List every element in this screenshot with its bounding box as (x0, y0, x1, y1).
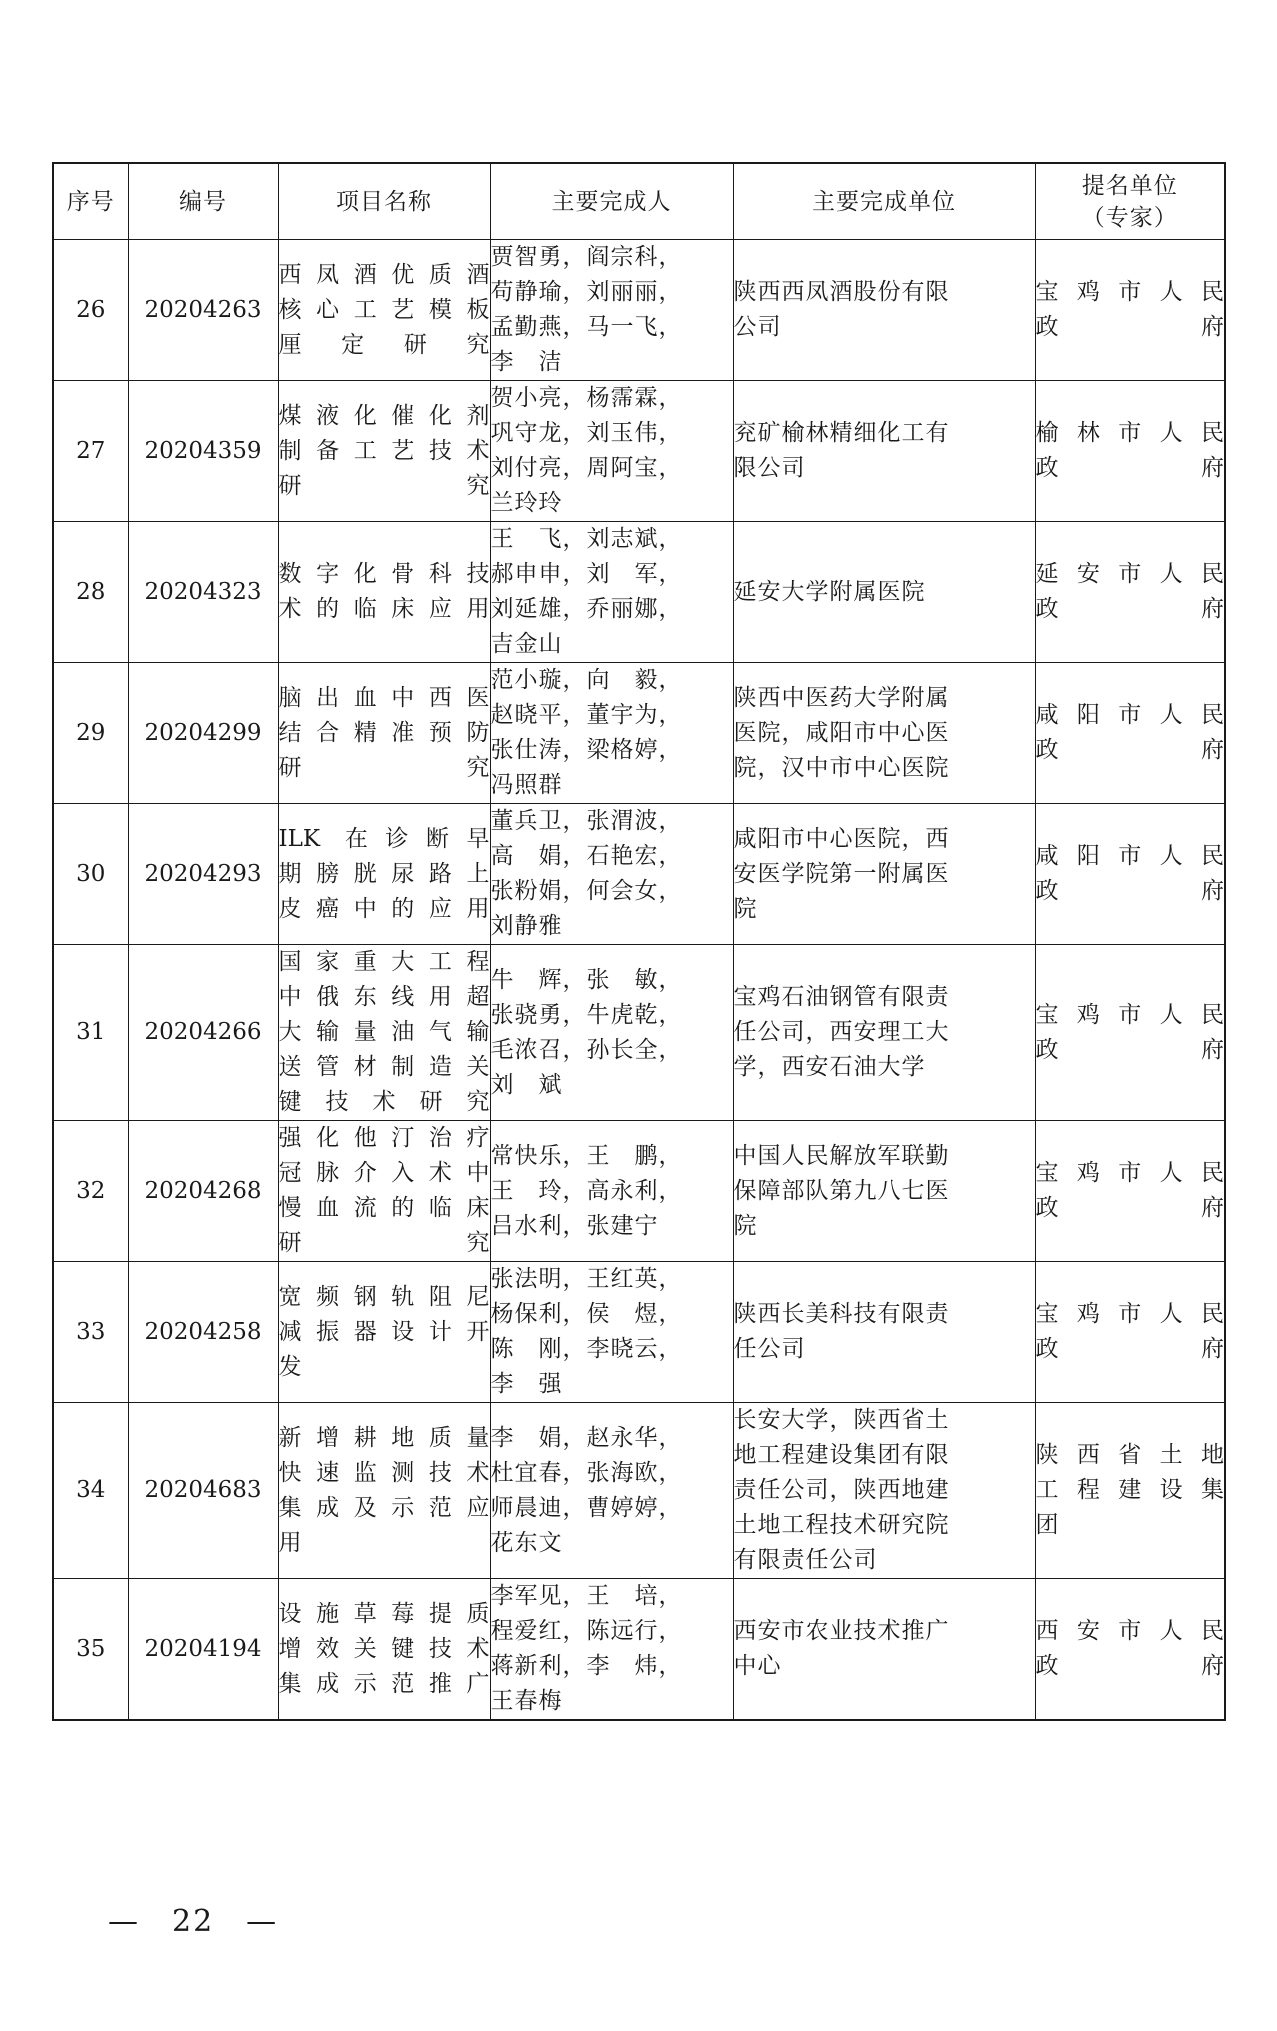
table-row (53, 381, 1225, 522)
main-persons-line: 李军见，王 培， (490, 1583, 683, 1609)
main-persons-line: 赵晓平，董宇为， (490, 702, 683, 728)
cell-main-persons (490, 522, 733, 663)
cell-main-unit (733, 1121, 1035, 1262)
main-unit-line: 安医学院第一附属医 (733, 860, 950, 887)
cell-main-persons (490, 381, 733, 522)
main-persons-line: 吉金山 (490, 631, 563, 657)
page-number: — 22 — (108, 1904, 279, 1939)
nominator-line: 宝鸡市人民 (1035, 279, 1224, 305)
cell-project-name (278, 522, 490, 663)
cell-code: 20204263 (128, 240, 278, 381)
cell-project-name (278, 381, 490, 522)
project-name-line: 研究 (278, 754, 490, 781)
table-row (53, 1262, 1225, 1403)
cell-code: 20204299 (128, 663, 278, 804)
main-unit-line: 院 (733, 895, 758, 922)
project-name-line: 键技术研究 (278, 1089, 490, 1115)
project-name-line: 发 (278, 1353, 302, 1380)
main-unit-line: 陕西长美科技有限责 (733, 1301, 950, 1327)
project-name-line: 期膀胱尿路上 (278, 860, 490, 887)
project-table (52, 162, 1226, 1721)
main-unit-line: 学，西安石油大学 (733, 1054, 926, 1080)
project-name-line: 西凤酒优质酒 (278, 261, 490, 288)
main-unit-line: 西安市农业技术推广 (733, 1618, 950, 1644)
cell-code: 20204359 (128, 381, 278, 522)
main-persons-line: 贾智勇，阎宗科， (490, 244, 683, 270)
main-persons-line: 张骁勇，牛虎乾， (490, 1001, 683, 1028)
cell-project-name (278, 945, 490, 1121)
nominator-line: 陕西省土地 (1035, 1442, 1224, 1468)
table-header (53, 163, 1225, 240)
cell-nominator (1035, 240, 1225, 381)
project-name-line: 术的临床应用 (278, 596, 490, 622)
project-name-line: 增效关键技术 (278, 1635, 490, 1662)
main-persons-line: 张粉娟，何会女， (490, 878, 683, 904)
main-persons-line: 花东文 (490, 1529, 563, 1556)
nominator-line: 宝鸡市人民 (1035, 1001, 1224, 1028)
cell-main-persons (490, 1121, 733, 1262)
project-name-line: 冠脉介入术中 (278, 1160, 490, 1186)
cell-code: 20204266 (128, 945, 278, 1121)
project-name-line: 皮癌中的应用 (278, 895, 490, 922)
cell-nominator (1035, 1403, 1225, 1579)
cell-project-name (278, 1579, 490, 1721)
nominator-line: 政府 (1035, 737, 1224, 763)
nominator-line: 政府 (1035, 1036, 1224, 1063)
cell-main-persons (490, 663, 733, 804)
cell-nominator (1035, 1579, 1225, 1721)
main-persons-line: 范小璇，向 毅， (490, 667, 683, 693)
main-unit-line: 院 (733, 1212, 758, 1239)
main-unit-line: 限公司 (733, 455, 806, 481)
cell-main-unit (733, 945, 1035, 1121)
main-persons-line: 刘静雅 (490, 913, 563, 939)
table-row (53, 522, 1225, 663)
project-name-line: 减振器设计开 (278, 1318, 490, 1345)
table-row (53, 240, 1225, 381)
project-name-line: 厘定研究 (278, 331, 490, 358)
cell-project-name (278, 1262, 490, 1403)
cell-main-unit (733, 1579, 1035, 1721)
project-name-line: 用 (278, 1529, 302, 1556)
cell-main-unit (733, 663, 1035, 804)
header-nominator-line1: 提名单位 (1081, 172, 1178, 199)
table-body (53, 240, 1225, 1721)
nominator-line: 宝鸡市人民 (1035, 1301, 1224, 1327)
cell-code: 20204258 (128, 1262, 278, 1403)
main-unit-line: 责任公司，陕西地建 (733, 1477, 950, 1503)
project-name-line: 送管材制造关 (278, 1054, 490, 1080)
main-unit-line: 中心 (733, 1653, 782, 1679)
main-unit-line: 延安大学附属医院 (733, 578, 926, 605)
cell-main-unit (733, 1262, 1035, 1403)
main-unit-line: 任公司 (733, 1336, 806, 1362)
main-persons-line: 陈 刚，李晓云， (490, 1336, 683, 1362)
cell-code: 20204194 (128, 1579, 278, 1721)
cell-main-persons (490, 945, 733, 1121)
main-unit-line: 院，汉中市中心医院 (733, 754, 950, 781)
project-name-line: 设施草莓提质 (278, 1600, 490, 1627)
table-row (53, 1121, 1225, 1262)
main-persons-line: 杜宜春，张海欧， (490, 1459, 683, 1486)
cell-main-unit (733, 522, 1035, 663)
cell-nominator (1035, 381, 1225, 522)
nominator-line: 政府 (1035, 1653, 1224, 1679)
main-unit-line: 任公司，西安理工大 (733, 1019, 950, 1045)
nominator-line: 咸阳市人民 (1035, 843, 1224, 869)
cell-nominator (1035, 1262, 1225, 1403)
cell-seq: 29 (53, 663, 128, 804)
cell-main-persons (490, 804, 733, 945)
cell-nominator (1035, 522, 1225, 663)
main-persons-line: 董兵卫，张渭波， (490, 808, 683, 834)
project-name-line: 新增耕地质量 (278, 1424, 490, 1451)
cell-project-name (278, 1403, 490, 1579)
main-persons-line: 李 娟，赵永华， (490, 1424, 683, 1451)
table-row (53, 804, 1225, 945)
cell-main-unit (733, 240, 1035, 381)
project-name-line: 中俄东线用超 (278, 984, 490, 1010)
main-persons-line: 张法明，王红英， (490, 1266, 683, 1292)
header-row (53, 163, 1225, 240)
nominator-line: 团 (1035, 1512, 1059, 1538)
cell-project-name (278, 240, 490, 381)
main-unit-line: 土地工程技术研究院 (733, 1512, 950, 1538)
main-persons-line: 孟勤燕，马一飞， (490, 314, 683, 340)
main-persons-line: 苟静瑜，刘丽丽， (490, 279, 683, 305)
main-persons-line: 蒋新利，李 炜， (490, 1653, 683, 1679)
header-nominator (1035, 163, 1225, 240)
main-persons-line: 高 娟，石艳宏， (490, 843, 683, 869)
main-unit-line: 地工程建设集团有限 (733, 1442, 950, 1468)
project-name-line: 脑出血中西医 (278, 684, 490, 711)
main-persons-line: 贺小亮，杨霈霖， (490, 385, 683, 411)
header-code: 编号 (128, 163, 278, 240)
main-unit-line: 有限责任公司 (733, 1547, 878, 1573)
cell-seq: 34 (53, 1403, 128, 1579)
project-name-line: 快速监测技术 (278, 1459, 490, 1486)
nominator-line: 政府 (1035, 596, 1224, 622)
cell-seq: 32 (53, 1121, 128, 1262)
header-main-unit: 主要完成单位 (733, 163, 1035, 240)
cell-nominator (1035, 804, 1225, 945)
cell-seq: 30 (53, 804, 128, 945)
cell-code: 20204268 (128, 1121, 278, 1262)
cell-nominator (1035, 663, 1225, 804)
table-row (53, 1403, 1225, 1579)
cell-nominator (1035, 945, 1225, 1121)
project-name-line: 核心工艺模板 (278, 296, 490, 323)
main-persons-line: 巩守龙，刘玉伟， (490, 420, 683, 446)
project-name-line: 研究 (278, 1230, 490, 1256)
nominator-line: 宝鸡市人民 (1035, 1160, 1224, 1186)
cell-code: 20204293 (128, 804, 278, 945)
cell-code: 20204683 (128, 1403, 278, 1579)
main-unit-line: 公司 (733, 314, 782, 340)
header-project-name: 项目名称 (278, 163, 490, 240)
main-unit-line: 陕西中医药大学附属 (733, 684, 950, 711)
project-name-line: 制备工艺技术 (278, 437, 490, 464)
main-persons-line: 王 飞，刘志斌， (490, 526, 683, 552)
cell-main-persons (490, 1403, 733, 1579)
cell-seq: 35 (53, 1579, 128, 1721)
main-persons-line: 常快乐，王 鹏， (490, 1142, 683, 1169)
main-unit-line: 长安大学，陕西省土 (733, 1407, 950, 1433)
cell-main-unit (733, 381, 1035, 522)
project-name-line: 结合精准预防 (278, 719, 490, 746)
project-name-line: ILK 在诊断早 (278, 825, 490, 852)
cell-project-name (278, 804, 490, 945)
project-name-line: 研究 (278, 472, 490, 499)
project-name-line: 强化他汀治疗 (278, 1125, 490, 1151)
main-persons-line: 王春梅 (490, 1688, 563, 1714)
main-persons-line: 刘延雄，乔丽娜， (490, 596, 683, 622)
nominator-line: 工程建设集 (1035, 1477, 1224, 1503)
cell-nominator (1035, 1121, 1225, 1262)
project-name-line: 大输量油气输 (278, 1019, 490, 1045)
cell-main-unit (733, 804, 1035, 945)
main-unit-line: 咸阳市中心医院，西 (733, 825, 950, 852)
table-row (53, 945, 1225, 1121)
project-name-line: 慢血流的临床 (278, 1195, 490, 1221)
main-persons-line: 刘付亮，周阿宝， (490, 455, 683, 481)
project-name-line: 集成及示范应 (278, 1494, 490, 1521)
main-persons-line: 毛浓召，孙长全， (490, 1036, 683, 1063)
cell-seq: 28 (53, 522, 128, 663)
cell-seq: 33 (53, 1262, 128, 1403)
main-unit-line: 兖矿榆林精细化工有 (733, 420, 950, 446)
main-persons-line: 李 洁 (490, 349, 563, 375)
main-unit-line: 陕西西凤酒股份有限 (733, 279, 950, 305)
nominator-line: 政府 (1035, 1195, 1224, 1221)
table-row (53, 663, 1225, 804)
cell-seq: 27 (53, 381, 128, 522)
cell-main-unit (733, 1403, 1035, 1579)
main-persons-line: 杨保利，侯 煜， (490, 1301, 683, 1327)
cell-code: 20204323 (128, 522, 278, 663)
main-persons-line: 师晨迪，曹婷婷， (490, 1494, 683, 1521)
nominator-line: 政府 (1035, 878, 1224, 904)
main-persons-line: 李 强 (490, 1371, 563, 1397)
cell-project-name (278, 663, 490, 804)
project-name-line: 国家重大工程 (278, 949, 490, 975)
table-row (53, 1579, 1225, 1721)
nominator-line: 西安市人民 (1035, 1618, 1224, 1644)
cell-seq: 26 (53, 240, 128, 381)
main-persons-line: 刘 斌 (490, 1071, 563, 1098)
main-persons-line: 兰玲玲 (490, 490, 563, 516)
nominator-line: 政府 (1035, 1336, 1224, 1362)
cell-main-persons (490, 240, 733, 381)
cell-main-persons (490, 1579, 733, 1721)
main-persons-line: 吕水利，张建宁 (490, 1212, 659, 1239)
header-main-persons: 主要完成人 (490, 163, 733, 240)
cell-project-name (278, 1121, 490, 1262)
nominator-line: 榆林市人民 (1035, 420, 1224, 446)
nominator-line: 延安市人民 (1035, 561, 1224, 587)
main-unit-line: 中国人民解放军联勤 (733, 1142, 950, 1169)
main-persons-line: 王 玲，高永利， (490, 1177, 683, 1204)
nominator-line: 政府 (1035, 314, 1224, 340)
project-name-line: 煤液化催化剂 (278, 402, 490, 429)
project-name-line: 数字化骨科技 (278, 561, 490, 587)
header-nominator-line2: （专家） (1081, 204, 1178, 231)
project-name-line: 宽频钢轨阻尼 (278, 1283, 490, 1310)
project-name-line: 集成示范推广 (278, 1670, 490, 1697)
cell-seq: 31 (53, 945, 128, 1121)
main-unit-line: 保障部队第九八七医 (733, 1177, 950, 1204)
main-persons-line: 冯照群 (490, 772, 563, 798)
main-persons-line: 程爱红，陈远行， (490, 1618, 683, 1644)
cell-main-persons (490, 1262, 733, 1403)
main-unit-line: 医院，咸阳市中心医 (733, 719, 950, 746)
main-unit-line: 宝鸡石油钢管有限责 (733, 984, 950, 1010)
main-persons-line: 张仕涛，梁格婷， (490, 737, 683, 763)
nominator-line: 政府 (1035, 455, 1224, 481)
main-persons-line: 牛 辉，张 敏， (490, 966, 683, 993)
nominator-line: 咸阳市人民 (1035, 702, 1224, 728)
header-seq: 序号 (53, 163, 128, 240)
main-persons-line: 郝申申，刘 军， (490, 561, 683, 587)
